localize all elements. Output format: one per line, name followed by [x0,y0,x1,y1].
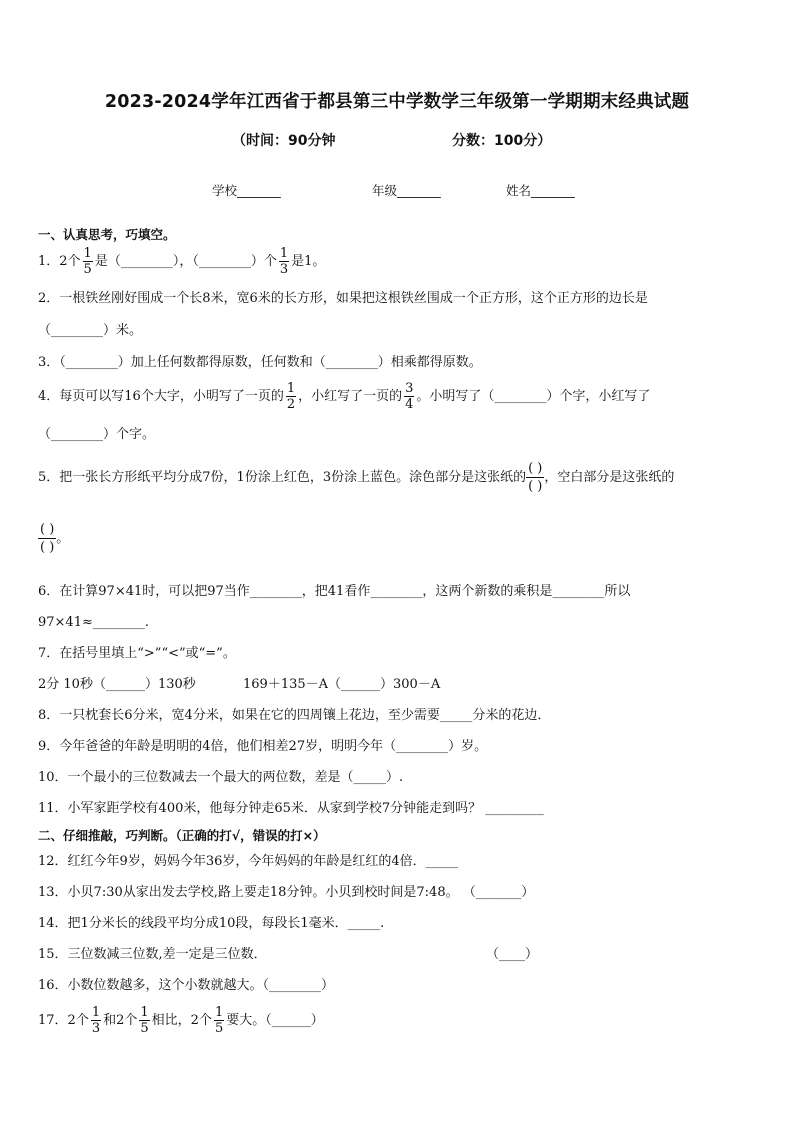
denominator: 5 [214,1021,224,1036]
name-field: 姓名_______ [506,183,575,198]
q17-text-d: 要大。（______） [226,1013,324,1028]
q17-text-a: 17．2个 [38,1013,89,1028]
question-9: 9．今年爸爸的年龄是明明的4倍，他们相差27岁，明明今年（________）岁。 [38,739,488,754]
fraction-1-5 [139,1005,149,1036]
question-16: 16．小数位数越多，这个小数就越大。（________） [38,978,335,993]
numerator: 3 [405,381,414,396]
q4-text-c: 。小明写了（________）个字，小红写了 [416,389,651,404]
question-13: 13．小贝7:30从家出发去学校,路上要走18分钟。小贝到校时间是7:48。 （_______） [38,885,535,900]
question-5-line-2 [38,521,69,556]
denominator: 2 [286,397,296,412]
question-4 [38,381,650,412]
denominator: 3 [91,1021,101,1036]
question-12: 12．红红今年9岁，妈妈今年36岁，今年妈妈的年龄是红红的4倍．_____ [38,854,459,869]
q1-text-c: 是1。 [291,254,326,269]
question-15-blank: （____） [486,947,539,962]
numerator: 1 [83,246,92,261]
numerator: 1 [140,1005,149,1020]
question-10: 10．一个最小的三位数减去一个最大的两位数，差是（_____）. [38,770,404,785]
q4-text-a: 4．每页可以写16个大字，小明写了一页的 [38,389,284,404]
question-6-line-2: 97×41≈________. [38,615,150,630]
question-3: 3．（________）加上任何数都得原数，任何数和（________）相乘都得原数。 [38,355,482,370]
section-1-title: 一、认真思考，巧填空。 [38,227,176,242]
question-7-item-2: 169＋135－A（______）300－A [243,677,441,692]
q4-text-b: ，小红写了一页的 [298,389,403,404]
numerator-blank: ( ) [40,522,55,537]
numerator: 1 [279,246,289,261]
fraction-1-3 [279,246,289,277]
denominator-blank: ( ) [528,479,543,494]
question-2-line-2: （________）米。 [38,323,143,338]
blank-fraction [38,521,56,556]
fraction-1-5 [214,1005,224,1036]
question-4-line-2: （________）个字。 [38,427,156,442]
section-2-title: 二、仔细推敲，巧判断。（正确的打√，错误的打×） [38,828,326,843]
denominator-blank: ( ) [40,540,55,555]
question-5 [38,460,674,495]
denominator: 5 [140,1021,149,1036]
question-1 [38,246,325,277]
numerator: 1 [214,1005,224,1020]
q5-text-a: 5．把一张长方形纸平均分成7份，1份涂上红色，3份涂上蓝色。涂色部分是这张纸的 [38,470,527,485]
question-7-item-1: 2分 10秒（______）130秒 [38,677,196,692]
q17-text-b: 和2个 [103,1013,138,1028]
q1-text-a: 1．2个 [38,254,81,269]
page-title: 2023-2024学年江西省于都县第三中学数学三年级第一学期期末经典试题 [104,92,690,112]
question-14: 14．把1分米长的线段平均分成10段，每段长1毫米．_____. [38,916,385,931]
denominator: 4 [405,397,414,412]
school-field: 学校_______ [212,183,281,198]
question-11: 11．小军家距学校有400米，他每分钟走65米．从家到学校7分钟能走到吗？ _________ [38,801,544,816]
numerator: 1 [286,381,296,396]
exam-time: （时间：90分钟 [232,133,336,149]
question-6-line-1: 6．在计算97×41时，可以把97当作________，把41看作________，这两个新数的乘积是________所以 [38,584,631,599]
denominator: 3 [279,262,289,277]
question-2-line-1: 2．一根铁丝刚好围成一个长8米，宽6米的长方形，如果把这根铁丝围成一个正方形，这个正方形的边长是 [38,291,648,306]
denominator: 5 [83,262,92,277]
exam-score: 分数：100分） [452,133,552,149]
fraction-1-3 [91,1005,101,1036]
q5-text-b: ，空白部分是这张纸的 [544,470,675,485]
numerator-blank: ( ) [528,461,543,476]
question-7: 7．在括号里填上“>”“<”或“=”。 [38,646,236,661]
q1-text-b: 是（________），（________）个 [94,254,277,269]
question-17 [38,1005,324,1036]
q5-text-c: 。 [56,531,70,546]
blank-fraction [526,460,544,495]
question-8: 8．一只枕套长6分米，宽4分米，如果在它的四周镶上花边，至少需要_____分米的花边． [38,708,551,723]
numerator: 1 [91,1005,101,1020]
fraction-1-5 [83,246,93,277]
grade-field: 年级_______ [372,183,441,198]
question-15: 15．三位数减三位数,差一定是三位数． [38,947,267,962]
q17-text-c: 相比，2个 [151,1013,212,1028]
fraction-3-4 [404,381,414,412]
fraction-1-2 [286,381,296,412]
